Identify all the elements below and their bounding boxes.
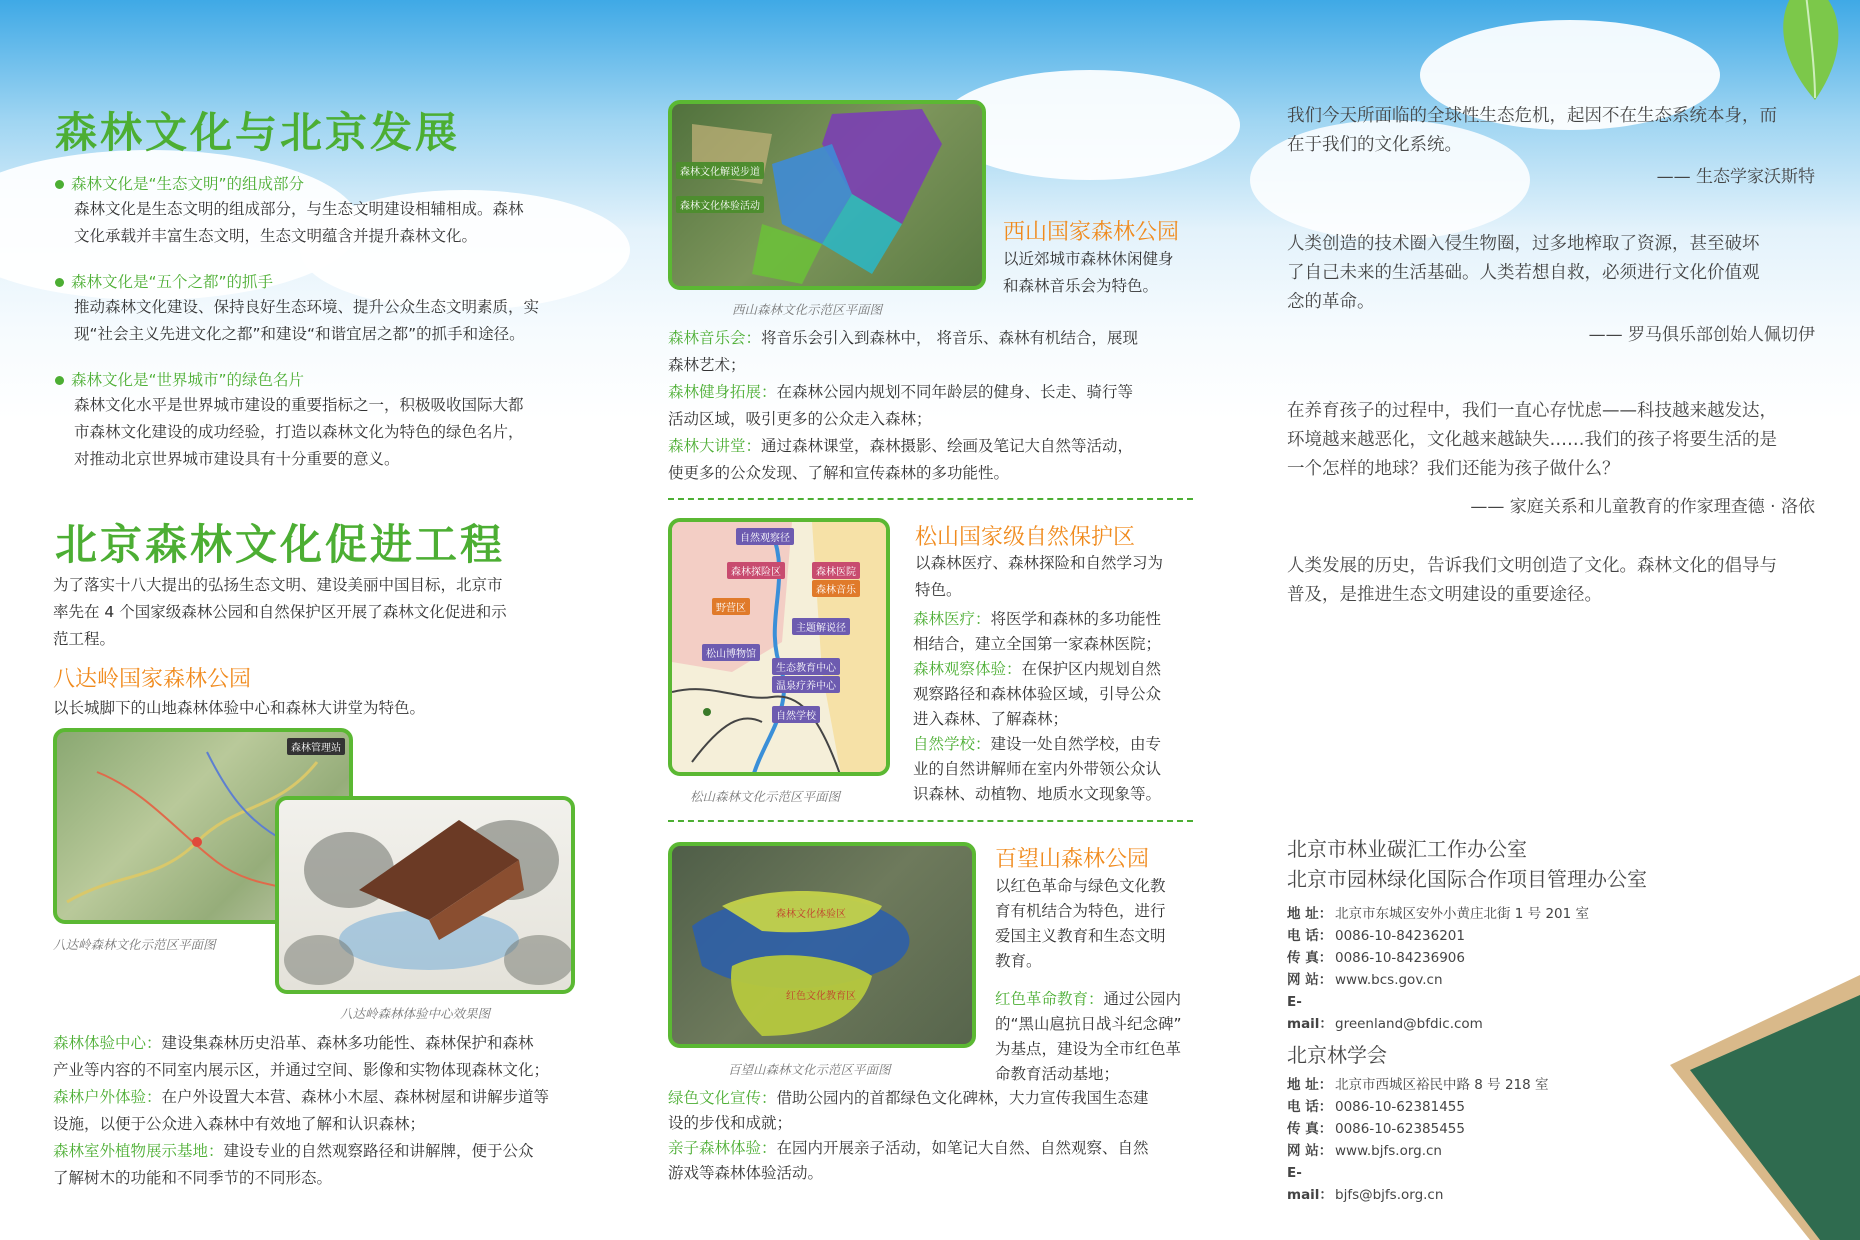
quote-line: 了自己未来的生活基础。人类若想自救，必须进行文化价值观 [1287,263,1760,283]
contact-row [1287,1096,1549,1118]
feature-term: 森林室外植物展示基地： [53,1142,224,1160]
xishan-feature-list [668,325,1198,487]
bullet-paragraph [74,294,594,348]
bullet-heading-text: 森林文化是“世界城市”的绿色名片 [71,371,305,389]
text-line: 市森林文化建设的成功经验，打造以森林文化为特色的绿色名片， [74,423,524,441]
map-caption: 松山森林文化示范区平面图 [690,789,841,804]
feature-text: 的“黑山扈抗日战斗纪念碑” [995,1015,1182,1033]
feature-text: 通过森林课堂，森林摄影、绘画及笔记大自然等活动， [761,437,1134,455]
feature-text: 在保护区内规划自然 [1021,660,1162,678]
feature-text: 观察路径和森林体验区域，引导公众 [913,685,1162,703]
park-name-baiwangshan: 百望山森林公园 [995,847,1150,872]
songshan-map [668,518,890,776]
text-line: 对推动北京世界城市建设具有十分重要的意义。 [74,450,400,468]
feature-item [668,433,1198,460]
songshan-feature-list [913,607,1203,807]
contact-key: 网 站： [1287,972,1333,988]
contact-key: 传 真： [1287,950,1333,966]
feature-text: 将音乐会引入到森林中， 将音乐、森林有机结合，展现 [761,329,1138,347]
contact-value: 0086-10-62381455 [1335,1099,1465,1115]
feature-text: 游戏等森林体验活动。 [668,1164,824,1182]
quote-block [1287,102,1827,160]
feature-text: 使更多的公众发现、了解和宣传森林的多功能性。 [668,464,1010,482]
map-label: 森林探险区 [727,562,785,579]
feature-text: 识森林、动植物、地质水文现象等。 [913,785,1162,803]
quote-block [1287,552,1827,610]
contact-row [1287,925,1589,947]
quote-block [1287,397,1827,484]
bullet-heading [55,172,304,194]
leaf-icon [1760,0,1850,105]
baiwangshan-feature-list [668,1086,1203,1186]
contact-key: 地 址： [1287,906,1333,922]
map-zones [672,846,976,1048]
map-label: 红色文化教育区 [786,991,856,1002]
feature-text: 在户外设置大本营、森林小木屋、森林树屋和讲解步道等 [161,1088,550,1106]
text-line: 爱国主义教育和生态文明 [995,927,1166,945]
feature-text: 产业等内容的不同室内展示区，并通过空间、影像和实物体现森林文化； [53,1061,550,1079]
park-name-songshan: 松山国家级自然保护区 [915,525,1136,550]
feature-text: 进入森林、了解森林； [913,710,1069,728]
map-label: 森林文化体验区 [776,909,846,920]
map-label: 森林音乐 [812,580,860,597]
park-name-xishan: 西山国家森林公园 [1003,220,1180,245]
feature-term: 自然学校： [913,735,991,753]
contact-key: E-mail： [1287,1165,1333,1203]
map-caption: 西山森林文化示范区平面图 [732,302,883,317]
bullet-heading [55,270,273,292]
quote-line: 环境越来越恶化，文化越来越缺失……我们的孩子将要生活的是 [1287,430,1777,450]
park-desc-baiwangshan [995,874,1205,974]
quote-author: —— 家庭关系和儿童教育的作家理查德 · 洛依 [1470,497,1815,517]
contact-row [1287,947,1589,969]
feature-text: 命教育活动基地； [995,1065,1120,1083]
text-line: 为了落实十八大提出的弘扬生态文明、建设美丽中国目标，北京市 [53,576,503,594]
feature-item [53,1030,593,1057]
email-link[interactable]: bjfs@bjfs.org.cn [1335,1187,1444,1203]
quote-line: 在于我们的文化系统。 [1287,135,1462,155]
contact-key: E-mail： [1287,994,1333,1032]
map-caption: 八达岭森林文化示范区平面图 [53,937,216,952]
contact-row [1287,1162,1549,1206]
render-caption: 八达岭森林体验中心效果图 [340,1006,491,1021]
org-name-forestry-society: 北京林学会 [1287,1043,1387,1067]
text-line: 育有机结合为特色，进行 [995,902,1166,920]
park-desc-xishan [1003,246,1203,300]
feature-term: 森林健身拓展： [668,383,777,401]
feature-text: 建设集森林历史沿革、森林多功能性、森林保护和森林 [161,1034,534,1052]
bullet-heading-text: 森林文化是“五个之都”的抓手 [71,273,274,291]
baiwangshan-map [668,842,976,1048]
contact-value: 北京市东城区安外小黄庄北街 1 号 201 室 [1335,906,1590,922]
section-title-forest-culture: 森林文化与北京发展 [55,108,461,157]
feature-term: 森林医疗： [913,610,991,628]
bullet-heading [55,368,304,390]
bullet-dot-icon [55,180,64,189]
text-line: 教育。 [995,952,1042,970]
building-render-icon [279,800,575,994]
map-label: 生态教育中心 [772,658,840,675]
text-line: 以红色革命与绿色文化教 [995,877,1166,895]
contact-row [1287,969,1589,991]
map-label: 松山博物馆 [702,644,760,661]
feature-item [913,657,1203,682]
bullet-dot-icon [55,376,64,385]
feature-text: 借助公园内的首都绿色文化碑林，大力宣传我国生态建 [776,1089,1149,1107]
text-line: 范工程。 [53,630,116,648]
feature-text: 设的步伐和成就； [668,1114,793,1132]
map-label: 野营区 [712,598,750,615]
bullet-heading-text: 森林文化是“生态文明”的组成部分 [71,175,305,193]
contact-value: 0086-10-84236201 [1335,928,1465,944]
feature-term: 红色革命教育： [995,990,1104,1008]
contact-key: 电 话： [1287,928,1333,944]
contact-value: 0086-10-62385455 [1335,1121,1465,1137]
contact-row [1287,1118,1549,1140]
feature-term: 森林户外体验： [53,1088,162,1106]
section-divider [668,498,1193,500]
quote-author: —— 罗马俱乐部创始人佩切伊 [1588,325,1815,345]
org-contact-list [1287,1074,1549,1206]
quote-line: 普及，是推进生态文明建设的重要途径。 [1287,585,1602,605]
map-label: 森林管理站 [287,738,345,755]
map-label: 主题解说径 [792,618,850,635]
xishan-map [668,100,986,290]
text-line: 和森林音乐会为特色。 [1003,277,1159,295]
map-label: 森林文化体验活动 [676,196,764,213]
feature-text: 通过公园内 [1103,990,1182,1008]
contact-row [1287,1074,1549,1096]
feature-text: 在森林公园内规划不同年龄层的健身、长走、骑行等 [776,383,1134,401]
quote-line: 我们今天所面临的全球性生态危机，起因不在生态系统本身，而 [1287,106,1777,126]
contact-row [1287,1140,1549,1162]
section-title-promotion-project: 北京森林文化促进工程 [55,520,506,569]
contact-key: 电 话： [1287,1099,1333,1115]
feature-text: 为基点，建设为全市红色革 [995,1040,1182,1058]
feature-text: 了解树木的功能和不同季节的不同形态。 [53,1169,333,1187]
contact-value: 0086-10-84236906 [1335,950,1465,966]
text-line: 率先在 4 个国家级森林公园和自然保护区开展了森林文化促进和示 [53,603,507,621]
quote-line: 人类创造的技术圈入侵生物圈，过多地榨取了资源，甚至破坏 [1287,234,1760,254]
quote-line: 念的革命。 [1287,292,1375,312]
red-education-item [995,987,1205,1087]
feature-term: 绿色文化宣传： [668,1089,777,1107]
feature-item [668,379,1198,406]
contact-key: 传 真： [1287,1121,1333,1137]
section-divider [668,820,1193,822]
feature-term: 森林大讲堂： [668,437,762,455]
contact-row [1287,903,1589,925]
feature-text: 相结合，建立全国第一家森林医院； [913,635,1162,653]
map-label: 温泉疗养中心 [772,676,840,693]
feature-text: 建设专业的自然观察路径和讲解牌，便于公众 [223,1142,534,1160]
feature-item [995,987,1205,1012]
feature-text: 业的自然讲解师在室内外带领公众认 [913,760,1162,778]
feature-text: 活动区域，吸引更多的公众走入森林； [668,410,932,428]
feature-text: 森林艺术； [668,356,746,374]
website-link[interactable]: www.bjfs.org.cn [1335,1143,1442,1159]
badaling-render [275,796,575,994]
feature-term: 森林体验中心： [53,1034,162,1052]
feature-item [668,1086,1203,1111]
feature-item [913,732,1203,757]
org-contact-list [1287,903,1589,1035]
contact-row [1287,991,1589,1035]
feature-text: 将医学和森林的多功能性 [990,610,1162,628]
text-line: 森林文化水平是世界城市建设的重要指标之一，积极吸收国际大都 [74,396,524,414]
text-line: 以近郊城市森林休闲健身 [1003,250,1174,268]
feature-text: 设施，以便于公众进入森林中有效地了解和认识森林； [53,1115,426,1133]
org-name-carbon-office [1287,834,1647,894]
quote-line: 在养育孩子的过程中，我们一直心存忧虑——科技越来越发达， [1287,401,1777,421]
badaling-feature-list [53,1030,593,1192]
quote-line: 一个怎样的地球？我们还能为孩子做什么？ [1287,459,1620,479]
map-label: 自然学校 [772,706,820,723]
text-line: 文化承载并丰富生态文明，生态文明蕴含并提升森林文化。 [74,227,478,245]
text-line: 森林文化是生态文明的组成部分，与生态文明建设相辅相成。森林 [74,200,524,218]
map-label: 自然观察径 [736,528,794,545]
quote-author: —— 生态学家沃斯特 [1656,167,1815,187]
contact-key: 地 址： [1287,1077,1333,1093]
park-desc-badaling: 以长城脚下的山地森林体验中心和森林大讲堂为特色。 [53,699,426,717]
quote-block [1287,230,1827,317]
text-line: 现“社会主义先进文化之都”和建设“和谐宜居之都”的抓手和途径。 [74,325,525,343]
intro-paragraph [53,572,593,653]
feature-term: 亲子森林体验： [668,1139,777,1157]
feature-item [668,1136,1203,1161]
feature-item [53,1084,593,1111]
feature-item [668,325,1198,352]
bullet-paragraph [74,196,594,250]
org-name-line: 北京市园林绿化国际合作项目管理办公室 [1287,867,1647,891]
park-name-badaling: 八达岭国家森林公园 [53,667,252,692]
text-line: 以森林医疗、森林探险和自然学习为 [915,554,1164,572]
email-link[interactable]: greenland@bfdic.com [1335,1016,1483,1032]
feature-text: 在园内开展亲子活动，如笔记大自然、自然观察、自然 [776,1139,1149,1157]
quote-line: 人类发展的历史，告诉我们文明创造了文化。森林文化的倡导与 [1287,556,1777,576]
map-label: 森林医院 [812,562,860,579]
bullet-paragraph [74,392,594,473]
org-name-line: 北京市林业碳汇工作办公室 [1287,837,1527,861]
feature-item [913,607,1203,632]
contact-key: 网 站： [1287,1143,1333,1159]
map-label: 森林文化解说步道 [676,162,764,179]
text-line: 特色。 [915,581,962,599]
text-line: 推动森林文化建设、保持良好生态环境、提升公众生态文明素质，实 [74,298,540,316]
feature-text: 建设一处自然学校，由专 [990,735,1162,753]
website-link[interactable]: www.bcs.gov.cn [1335,972,1443,988]
map-caption: 百望山森林文化示范区平面图 [728,1062,891,1077]
chalkboard-icon [1660,975,1860,1240]
feature-item [53,1138,593,1165]
contact-value: 北京市西城区裕民中路 8 号 218 室 [1335,1077,1549,1093]
park-desc-songshan [915,550,1205,604]
feature-term: 森林观察体验： [913,660,1022,678]
feature-term: 森林音乐会： [668,329,762,347]
bullet-dot-icon [55,278,64,287]
